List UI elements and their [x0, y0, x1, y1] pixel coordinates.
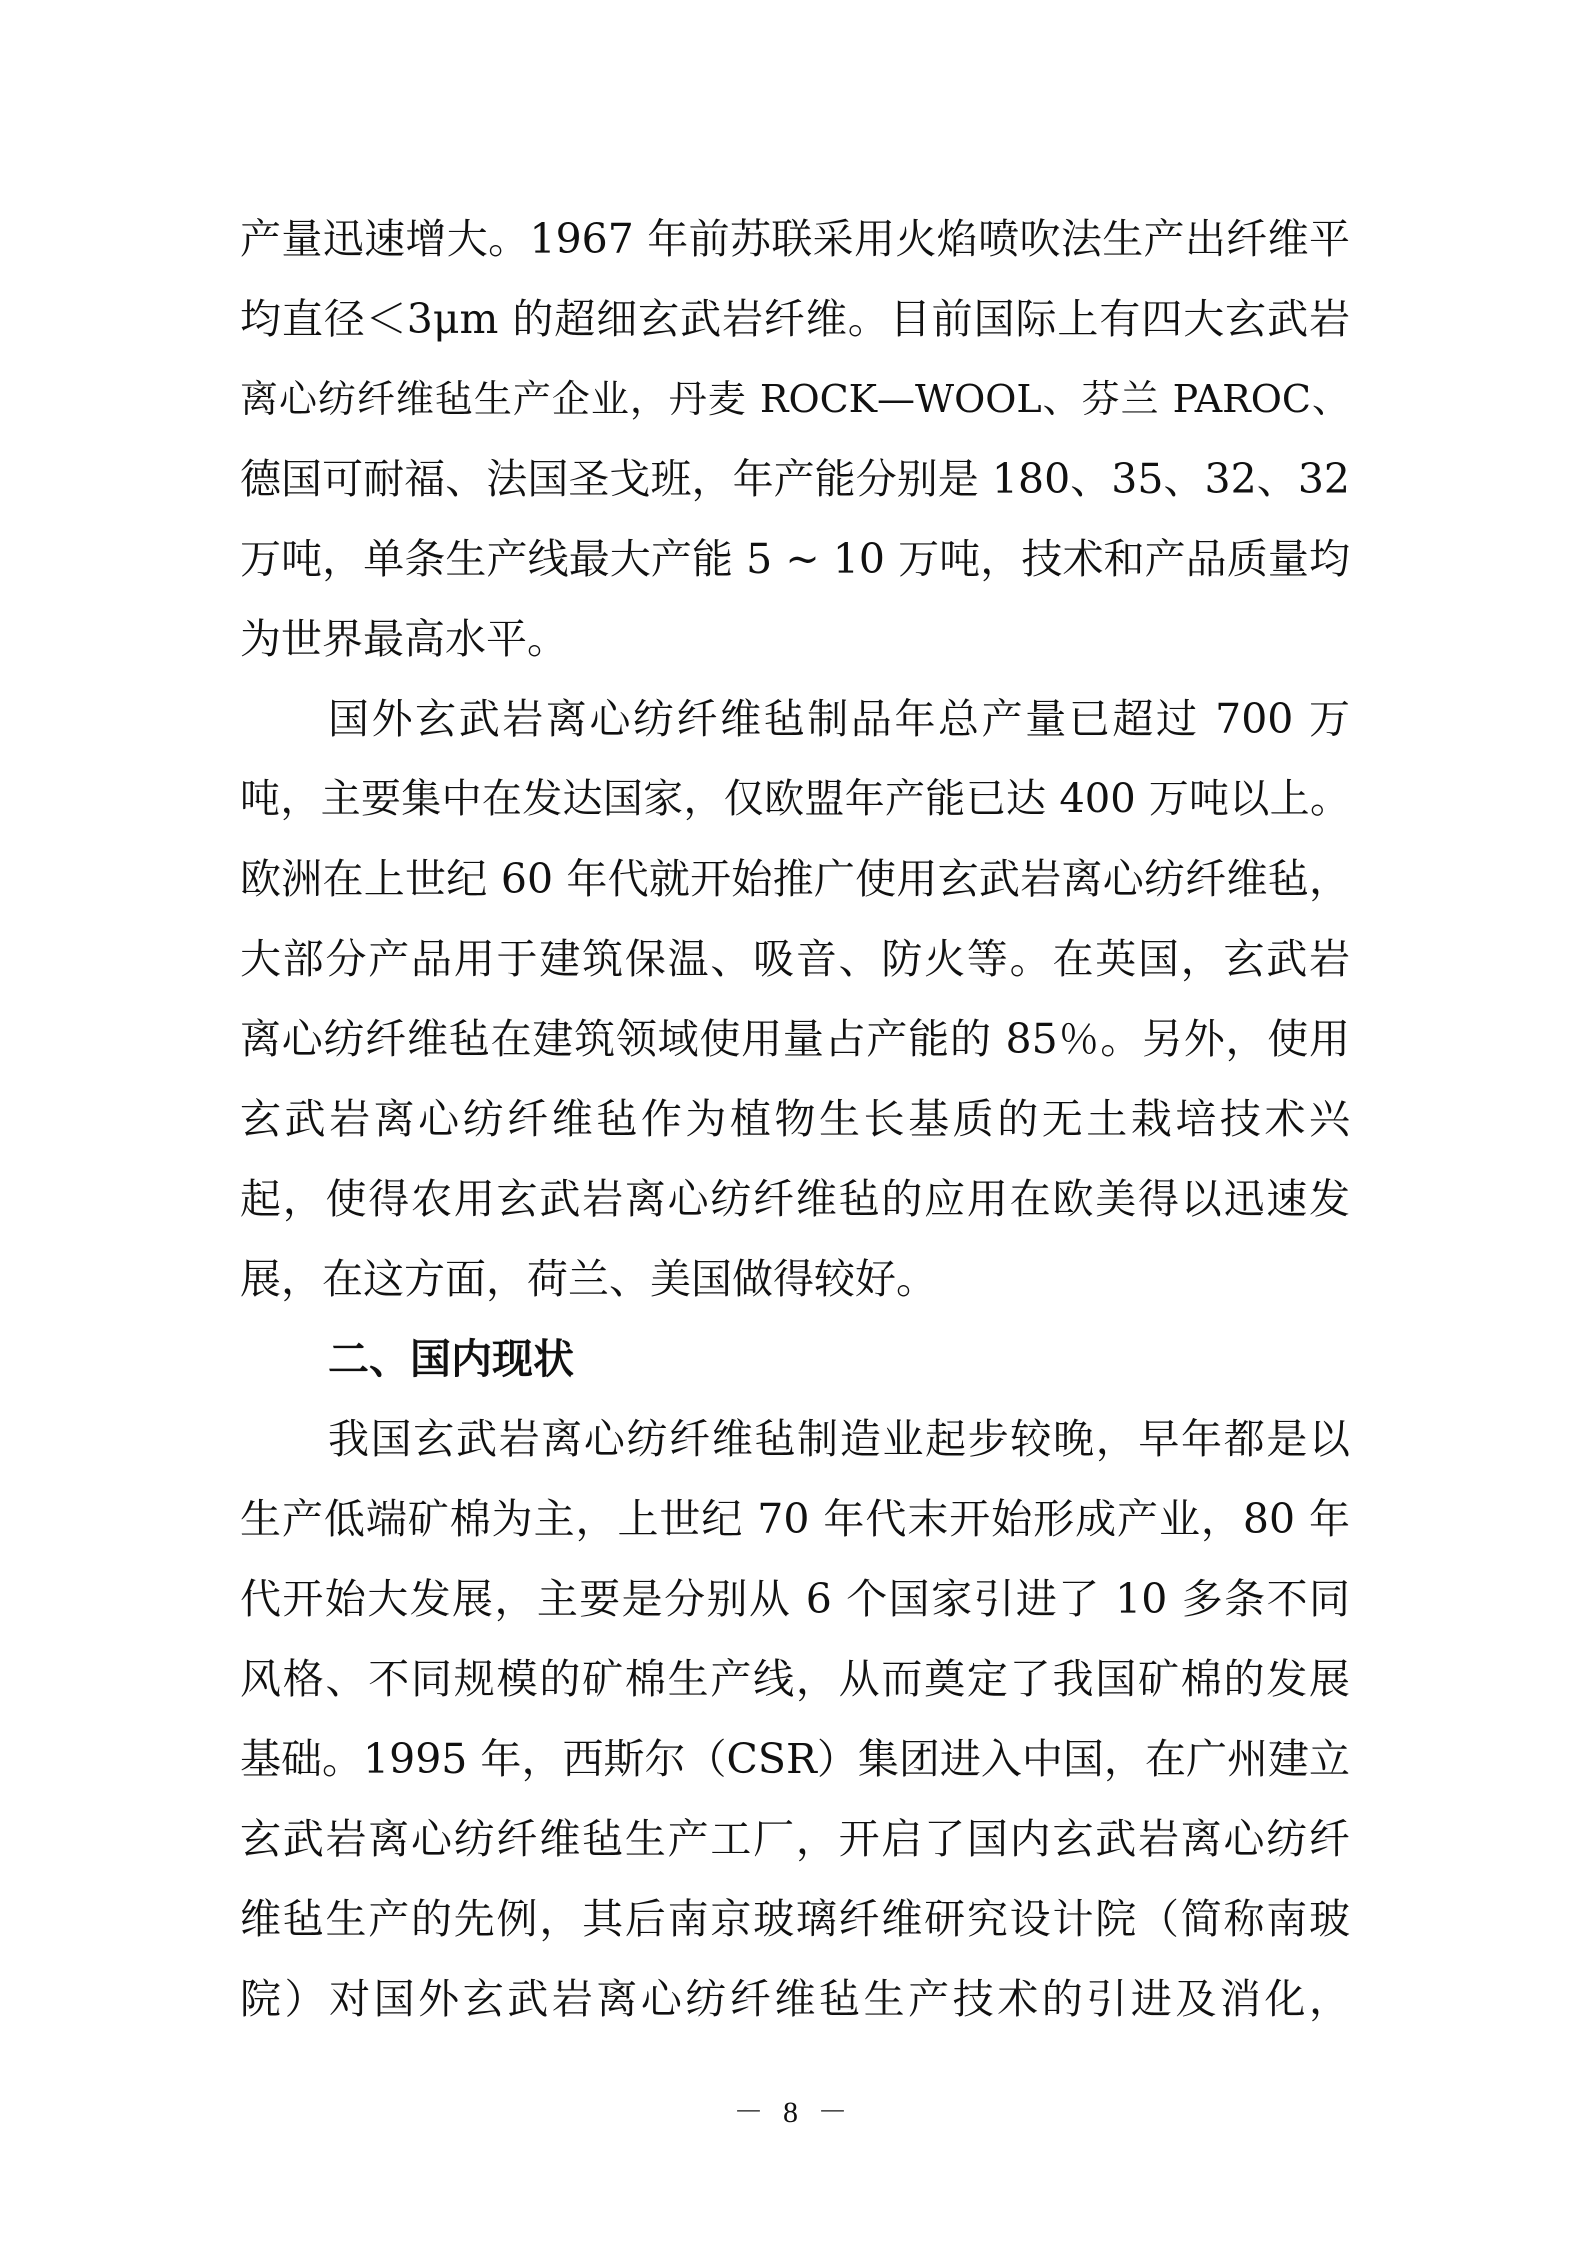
paragraph-domestic-status: [240, 1399, 1350, 2039]
page-number: － 8 －: [733, 2096, 854, 2129]
text-line: 德国可耐福、法国圣戈班，年产能分别是 180、35、32、32: [240, 455, 1350, 503]
section-heading: 二、国内现状: [328, 1335, 574, 1383]
text-line: 展，在这方面，荷兰、美国做得较好。: [240, 1255, 937, 1303]
paragraph-overseas-production: [240, 199, 1350, 679]
text-line: 风格、不同规模的矿棉生产线，从而奠定了我国矿棉的发展: [240, 1655, 1350, 1703]
text-line: 基础。1995 年，西斯尔（CSR）集团进入中国，在广州建立: [240, 1735, 1350, 1783]
text-line: 我国玄武岩离心纺纤维毡制造业起步较晚，早年都是以: [328, 1415, 1350, 1463]
text-line: 万吨，单条生产线最大产能 5 ~ 10 万吨，技术和产品质量均: [240, 535, 1350, 583]
text-line: 离心纺纤维毡在建筑领域使用量占产能的 85％。另外，使用: [240, 1015, 1350, 1063]
text-line: 代开始大发展，主要是分别从 6 个国家引进了 10 多条不同: [240, 1575, 1350, 1623]
text-line: 产量迅速增大。1967 年前苏联采用火焰喷吹法生产出纤维平: [240, 215, 1350, 263]
text-line: 玄武岩离心纺纤维毡生产工厂，开启了国内玄武岩离心纺纤: [240, 1815, 1350, 1863]
text-line: 院）对国外玄武岩离心纺纤维毡生产技术的引进及消化，: [240, 1975, 1350, 2023]
text-line: 生产低端矿棉为主，上世纪 70 年代末开始形成产业，80 年: [240, 1495, 1350, 1543]
text-line: 国外玄武岩离心纺纤维毡制品年总产量已超过 700 万: [328, 695, 1350, 743]
text-line: 吨，主要集中在发达国家，仅欧盟年产能已达 400 万吨以上。: [240, 776, 1350, 822]
text-line: 均直径＜3μm 的超细玄武岩纤维。目前国际上有四大玄武岩: [240, 295, 1350, 343]
text-line: 欧洲在上世纪 60 年代就开始推广使用玄武岩离心纺纤维毡，: [240, 855, 1350, 903]
text-line: 大部分产品用于建筑保温、吸音、防火等。在英国，玄武岩: [240, 935, 1350, 983]
paragraph-overseas-output: [240, 679, 1350, 1319]
text-line: 离心纺纤维毡生产企业，丹麦 ROCK—WOOL、芬兰 PAROC、: [240, 377, 1350, 421]
text-line: 维毡生产的先例，其后南京玻璃纤维研究设计院（简称南玻: [240, 1895, 1350, 1943]
body-text: [240, 199, 1350, 2039]
text-line: 玄武岩离心纺纤维毡作为植物生长基质的无土栽培技术兴: [240, 1095, 1350, 1143]
text-line: 起，使得农用玄武岩离心纺纤维毡的应用在欧美得以迅速发: [240, 1175, 1350, 1223]
text-line: 为世界最高水平。: [240, 615, 568, 663]
